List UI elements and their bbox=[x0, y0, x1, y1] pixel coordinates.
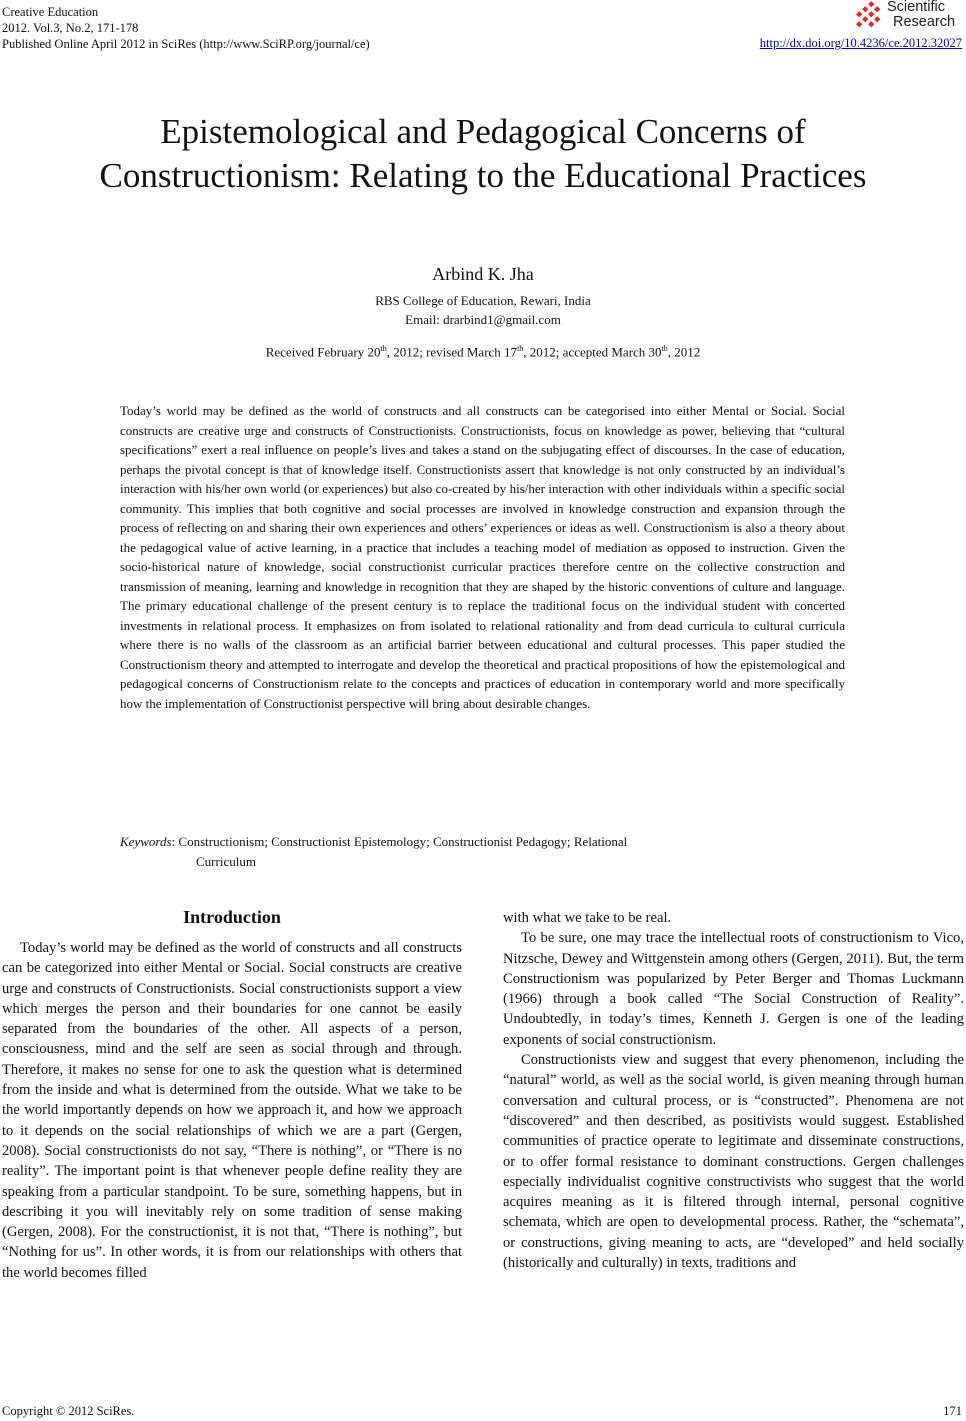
author-name: Arbind K. Jha bbox=[432, 264, 534, 284]
scientific-research-logo bbox=[852, 0, 962, 34]
author-affiliation bbox=[0, 291, 966, 329]
section-heading-introduction: Introduction bbox=[183, 907, 281, 927]
publication-note: Published Online April 2012 in SciRes (http://www.SciRP.org/journal/ce) bbox=[2, 37, 370, 51]
logo-text: Scientific Research bbox=[887, 0, 956, 30]
keywords-line2: Curriculum bbox=[196, 853, 256, 869]
page-number: 171 bbox=[943, 1404, 962, 1418]
intro-paragraph-2: To be sure, one may trace the intellectual roots of constructionism to Vico, Nitzsche, Dewey and Wittgenstein among others (Gergen, 2011). But, the term Constructionism was popularized by Peter Berger and Thomas Luckmann (1966) through a book called “The Social Construction of Reality”. Undoubtedly, in today’s times, Kenneth J. Gergen is one of the leading exponents of social constructionism. bbox=[503, 930, 964, 1048]
journal-header bbox=[2, 4, 370, 52]
affiliation: RBS College of Education, Rewari, India bbox=[375, 293, 591, 308]
intro-paragraph-1-continued: with what we take to be real. bbox=[503, 910, 672, 926]
author-email: Email: drarbind1@gmail.com bbox=[405, 312, 561, 327]
keywords-line1: Constructionism; Constructionist Epistemology; Constructionist Pedagogy; Relational bbox=[178, 834, 628, 849]
keywords-label: Keywords bbox=[120, 834, 172, 849]
intro-paragraph-3: Constructionists view and suggest that every phenomenon, including the “natural” world, as well as the social world, is given meaning through human conversation and cultural process, or is “constructed”. Phenomena are not “discovered” and then described, as positivists would suggest. Established communities of practice operate to legitimate and disseminate constructions, or to offer formal resistance to dominant constructions. Gergen challenges especially individualist cognitive constructivists who suggest that the world acquires meaning as it is filtered through internal, personal cognitive schemata, which are open to developmental process. Rather, the “schemata”, or constructions, giving meaning to acts, are “developed” and held socially (historically and culturally) in texts, traditions and bbox=[503, 1052, 964, 1272]
received-dates: Received February 20th, 2012; revised March 17th, 2012; accepted March 30th, 2012 bbox=[265, 344, 701, 360]
keywords: Keywords: Constructionism; Constructionist Epistemology; Constructionist Pedagogy; Relational Curriculum bbox=[120, 832, 845, 871]
left-column bbox=[2, 906, 462, 1283]
doi-link[interactable]: http://dx.doi.org/10.4236/ce.2012.32027 bbox=[759, 36, 962, 50]
journal-volume: 2012. Vol.3, No.2, 171-178 bbox=[2, 21, 139, 35]
logo-diamonds-icon bbox=[852, 1, 886, 31]
copyright-notice: Copyright © 2012 SciRes. bbox=[2, 1404, 135, 1418]
intro-paragraph-1: Today’s world may be defined as the world of constructs and all constructs can be categorized into either Mental or Social. Social constructs are creative urge and constructs of Constructionists. Social constructionists support a view which merges the person and their boundaries for one cannot be easily separated from the boundaries of the other. All aspects of a person, consciousness, mind and the self are seen as social through and through. Therefore, it makes no sense for one to ask the question what is determined from the inside and what is determined from the outside. What we take to be the world importantly depends on how we approach it, and how we approach to it depends on the social relationships of which we are a part (Gergen, 2008). Social constructionists do not say, “There is nothing”, or “There is no reality”. The important point is that whenever people define reality they are speaking from a particular standpoint. To be sure, something happens, but in describing it you will inevitably rely on some tradition of sense making (Gergen, 2008). For the constructionist, it is not that, “There is nothing”, but “Nothing for us”. In other words, it is from our relationships with others that the world becomes filled bbox=[2, 940, 462, 1281]
paper-title: Epistemological and Pedagogical Concerns of Constructionism: Relating to the Educational Practices bbox=[99, 112, 867, 195]
abstract: Today’s world may be defined as the world of constructs and all constructs can be categorised into either Mental or Social. Social constructs are creative urge and constructs of Constructionists. Constructionists, focus on knowledge as power, believing that “cultural specifications” exert a real influence on people’s lives and takes a stand on the subjugating effect of discourses. In the case of education, perhaps the pivotal concept is that of knowledge itself. Constructionists assert that knowledge is not only constructed by an individual’s interaction with his/her own world (or experiences) but also co-created by his/her interaction with other individuals within a specific social community. This implies that both cognitive and social processes are involved in knowledge construction and expansion through the process of reflecting on and sharing their own experiences and others’ experiences or ideas as well. Constructionism is also a theory about the pedagogical value of active learning, in a practice that includes a teaching model of mediation as opposed to instruction. Given the socio-historical nature of knowledge, social constructionist curricular practices therefore centre on the collective construction and transmission of meaning, learning and knowledge in recognition that they are shaped by the historic conventions of culture and language. The primary educational challenge of the present century is to replace the traditional focus on the individual student with concerted investments in relational process. It emphasizes on from isolated to relational rationality and from dead curricula to cultural curricula where there is no walls of the classroom as an artificial barrier between educational and cultural processes. This paper studied the Constructionism theory and attempted to interrogate and develop the theoretical and practical propositions of how the epistemological and pedagogical concerns of Constructionism relate to the concepts and practices of education in contemporary world and more specifically how the implementation of Constructionist perspective will bring about desirable changes. bbox=[120, 403, 845, 711]
journal-name: Creative Education bbox=[2, 5, 99, 19]
right-column bbox=[503, 908, 964, 1273]
